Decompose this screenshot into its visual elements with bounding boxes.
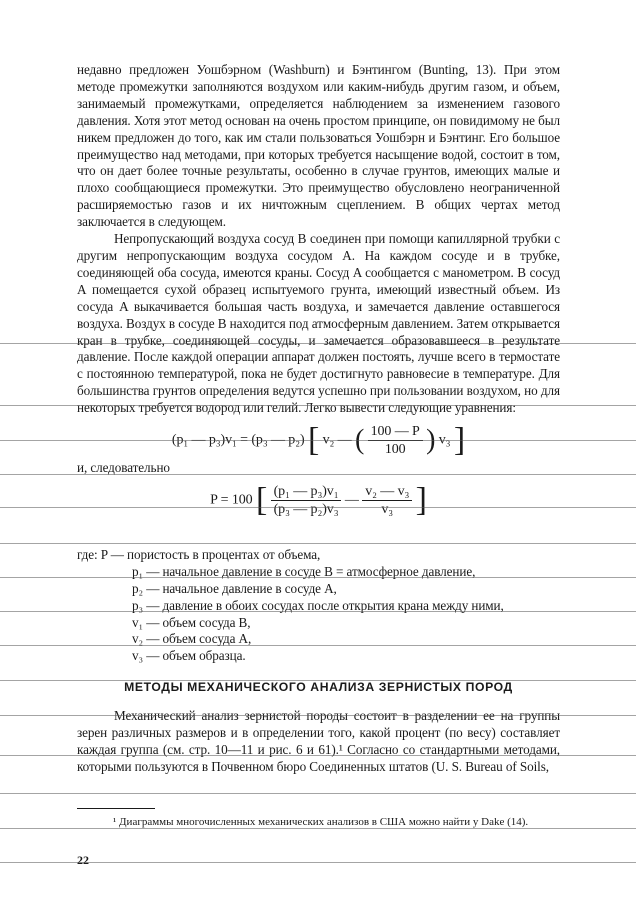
bracket-close-2: ]	[415, 481, 427, 519]
paren-close: )	[426, 424, 436, 456]
equation-2-fraction-2	[362, 483, 412, 518]
scan-line	[0, 862, 636, 863]
scan-line	[0, 405, 636, 406]
equation-2-minus: —	[344, 492, 359, 508]
conjunction-text: и, следовательно	[77, 460, 170, 476]
equation-2-fraction-2-numerator: v₂ — v₃	[362, 483, 412, 501]
section-heading: МЕТОДЫ МЕХАНИЧЕСКОГО АНАЛИЗА ЗЕРНИСТЫХ ПОРОД	[124, 680, 513, 695]
scan-line	[0, 507, 636, 508]
equation-2-fraction-1-denominator: (p₃ — p₂)v₃	[273, 501, 339, 517]
equation-1-v3: v₃	[438, 432, 451, 448]
equation-2-fraction-1	[271, 483, 342, 518]
equation-2-fraction-2-denominator: v₃	[381, 501, 394, 517]
scan-line	[0, 474, 636, 475]
scan-line	[0, 755, 636, 756]
scan-line	[0, 577, 636, 578]
bracket-close: ]	[453, 421, 466, 459]
footnote: ¹ Диаграммы многочисленных механических анализов в США можно найти у Dake (14).	[113, 816, 529, 828]
legend-item: p₃ — давление в обоих сосудах после открытия крана между ними,	[132, 597, 504, 613]
legend-intro: где:	[77, 546, 98, 562]
scan-line	[0, 793, 636, 794]
bracket-open: [	[307, 421, 320, 459]
equation-1-v2: v₂ —	[322, 432, 352, 448]
paragraph-mechanical-analysis: Механический анализ зернистой породы состоит в разделении ее на группы зерен различных размеров и в определении того, какой процент (по весу) составляет каждая группа (см. стр. 10—11 и рис. 6 и 61).¹ Согласно со стандартными методами, которыми пользуются в Почвенном бюро Соединенных штатов (U. S. Bureau of Soils,	[77, 708, 560, 774]
equation-2	[77, 483, 560, 543]
page-number: 22	[77, 853, 89, 867]
scan-line	[0, 440, 636, 441]
paragraph-apparatus-description: Непропускающий воздуха сосуд B соединен при помощи капиллярной трубки с другим непропускающим воздуха сосудом A. На каждом сосуде и в трубке, соединяющей оба сосуда, имеются краны. Сосуд A сообщается с манометром. В сосуд A помещается сухой образец испытуемого грунта, имеющий известный объем. Из сосуда A выкачивается большая часть воздуха, и замечается давление оставшегося воздуха. Воздух в сосуде B находится под атмосферным давлением. Затем открывается кран в трубке, соединяющей сосуды, и замечается образовавшееся в результате давление. После каждой операции аппарат должен постоять, лучше всего в термостате с постоянною температурой, пока не будет достигнуто равновесие в температуре. Для большинства грунтов определения ведутся успешно при пользовании воздухом, но для некоторых требуется водород или гелий. Легко вывести следующие уравнения:	[77, 231, 560, 416]
paragraph-washburn-method: недавно предложен Уошбэрном (Washburn) и Бэнтингом (Bunting, 13). При этом методе промежутки заполняются воздухом или каким-нибудь другим газом, и объем, занимаемый промежутками, определяется наблюдением за изменением газового давления. Хотя этот метод основан на очень простом принципе, он повидимому не был никем предложен до того, как им стали пользоваться Уошбэрн и Бэнтинг. Его большое преимущество над методами, при которых требуется насыщение водой, состоит в том, что он дает более точные результаты, особенно в случае грунтов, имеющих малые и плохо сообщающиеся промежутки. Это преимущество обусловлено неограниченной расширяемостью газов и их ничтожным сцеплением. В общих чертах метод заключается в следующем.	[77, 62, 560, 230]
paren-open: (	[354, 424, 365, 456]
legend-item: p₁ — начальное давление в сосуде B = атмосферное давление,	[132, 563, 476, 579]
equation-1-fraction-denominator: 100	[384, 442, 406, 458]
scan-line	[0, 645, 636, 646]
legend-item: p₂ — начальное давление в сосуде A,	[132, 580, 337, 596]
scan-line	[0, 343, 636, 344]
equation-2-fraction-1-numerator: (p₁ — p₃)v₁	[271, 483, 342, 501]
scan-line	[0, 680, 636, 681]
legend-row	[77, 547, 560, 564]
equation-1-fraction-numerator: 100 — P	[368, 423, 423, 441]
legend-item: P — пористость в процентах от объема,	[100, 546, 321, 562]
legend-item: v₃ — объем образца.	[132, 648, 246, 664]
legend-item: v₂ — объем сосуда A,	[132, 631, 252, 647]
scan-line	[0, 828, 636, 829]
equation-2-lhs: P = 100	[210, 492, 253, 508]
bracket-open-2: [	[255, 481, 268, 519]
scan-line	[0, 715, 636, 716]
scan-line	[0, 543, 636, 544]
equation-1-left: (p₁ — p₃)v₁ = (p₃ — p₂)	[171, 432, 305, 448]
main-text-column	[77, 62, 560, 776]
variable-legend	[77, 547, 560, 665]
legend-item: v₁ — объем сосуда B,	[132, 614, 251, 630]
footnote-divider	[77, 808, 155, 809]
scan-line	[0, 611, 636, 612]
